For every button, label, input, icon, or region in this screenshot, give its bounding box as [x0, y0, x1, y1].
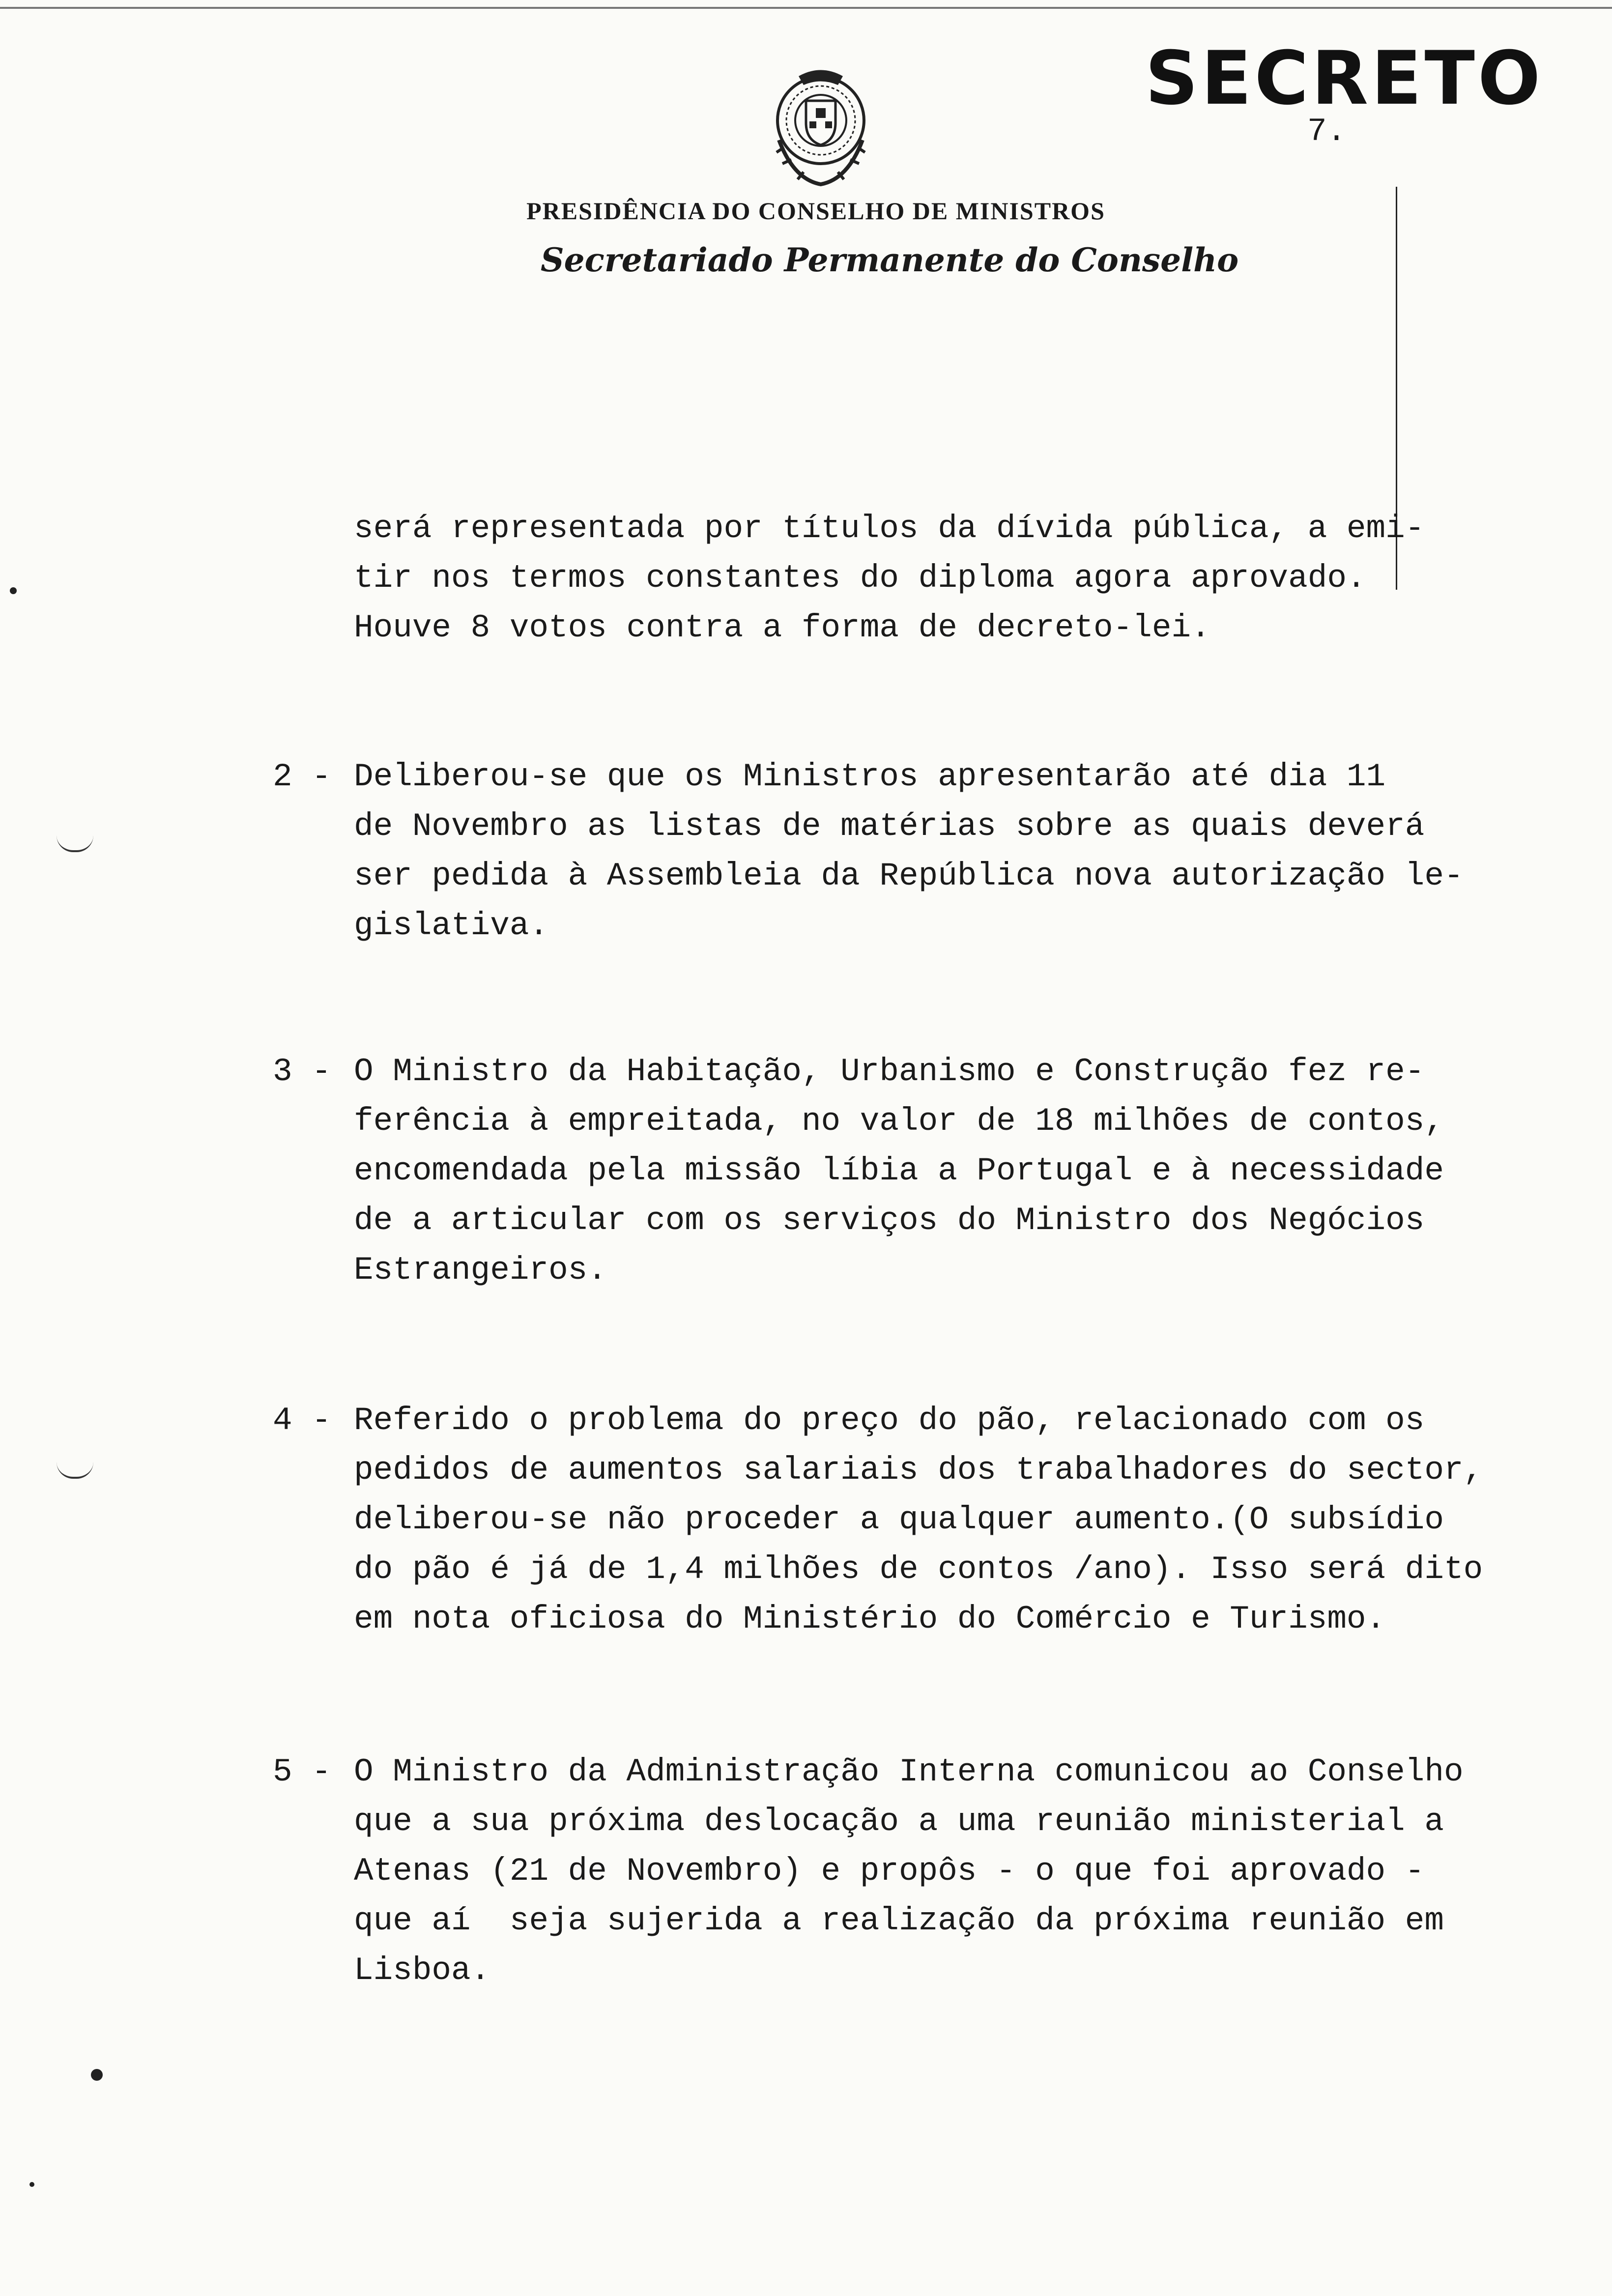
scan-speck: [10, 587, 17, 594]
page-number: 7.: [1307, 113, 1347, 150]
text-line: deliberou-se não proceder a qualquer aumento.(O subsídio: [354, 1501, 1444, 1538]
text-line: que a sua próxima deslocação a uma reunião ministerial a: [354, 1803, 1444, 1840]
coat-of-arms-icon: [764, 66, 877, 189]
text-line: tir nos termos constantes do diploma agora aprovado.: [354, 560, 1366, 597]
item-number: 5 -: [273, 1753, 331, 1790]
text-line: Referido o problema do preço do pão, relacionado com os: [354, 1402, 1425, 1439]
scan-mark: [57, 1462, 93, 1479]
classification-stamp: SECRETO: [1145, 36, 1544, 121]
text-line: Lisboa.: [354, 1952, 490, 1989]
text-line: pedidos de aumentos salariais dos trabalhadores do sector,: [354, 1452, 1483, 1489]
scan-speck: [91, 2069, 103, 2081]
text-line: será representada por títulos da dívida pública, a emi-: [354, 510, 1425, 547]
text-line: de Novembro as listas de matérias sobre as quais deverá: [354, 808, 1425, 845]
item-number: 4 -: [273, 1402, 331, 1439]
text-line: Deliberou-se que os Ministros apresentarão até dia 11: [354, 758, 1386, 795]
top-scan-border: [0, 7, 1612, 9]
text-line: Houve 8 votos contra a forma de decreto-lei.: [354, 609, 1210, 646]
text-line: ferência à empreitada, no valor de 18 milhões de contos,: [354, 1103, 1444, 1140]
office-name: Secretariado Permanente do Conselho: [541, 241, 1239, 279]
text-line: que aí seja sujerida a realização da próxima reunião em: [354, 1902, 1444, 1939]
text-line: O Ministro da Habitação, Urbanismo e Construção fez re-: [354, 1053, 1425, 1090]
text-line: gislativa.: [354, 907, 549, 944]
text-line: de a articular com os serviços do Ministro dos Negócios: [354, 1202, 1425, 1239]
text-line: em nota oficiosa do Ministério do Comércio e Turismo.: [354, 1601, 1386, 1637]
scan-mark: [57, 835, 93, 852]
text-line: O Ministro da Administração Interna comunicou ao Conselho: [354, 1753, 1464, 1790]
text-line: ser pedida à Assembleia da República nova autorização le-: [354, 858, 1464, 894]
scan-speck: [29, 2182, 34, 2187]
text-line: Estrangeiros.: [354, 1252, 607, 1289]
text-line: do pão é já de 1,4 milhões de contos /ano). Isso será dito: [354, 1551, 1483, 1588]
item-number: 3 -: [273, 1053, 331, 1090]
item-number: 2 -: [273, 758, 331, 795]
organization-name: PRESIDÊNCIA DO CONSELHO DE MINISTROS: [526, 197, 1105, 225]
text-line: encomendada pela missão líbia a Portugal e à necessidade: [354, 1152, 1444, 1189]
text-line: Atenas (21 de Novembro) e propôs - o que foi aprovado -: [354, 1853, 1425, 1890]
